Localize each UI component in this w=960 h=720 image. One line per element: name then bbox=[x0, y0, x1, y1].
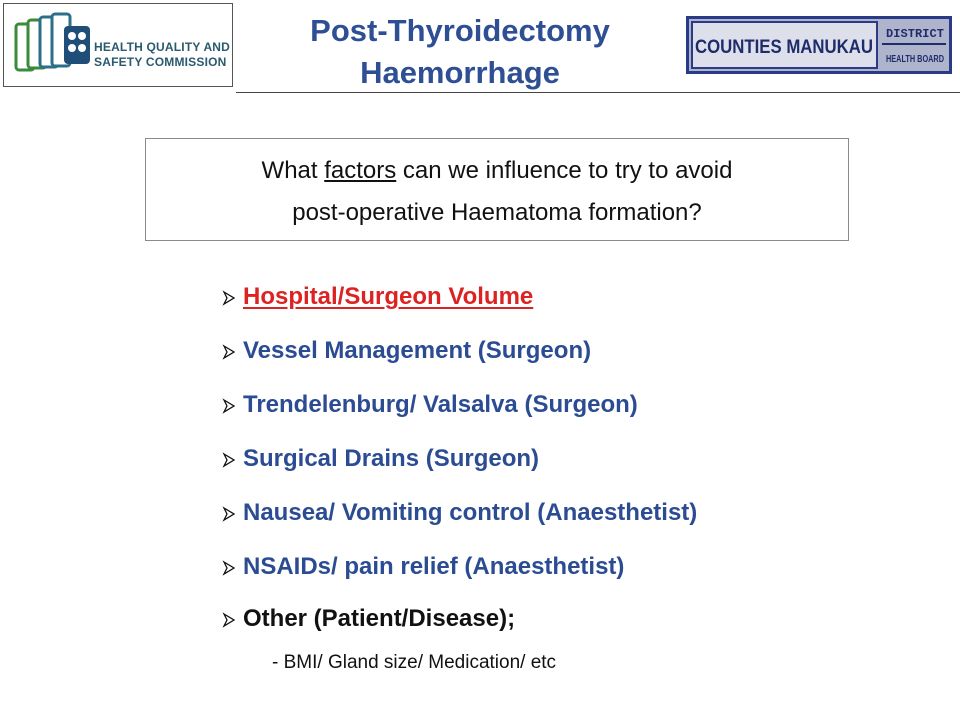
question-line2: post-operative Haematoma formation? bbox=[292, 199, 702, 226]
hqsc-logo-text bbox=[94, 40, 230, 70]
hqsc-line1: HEALTH QUALITY AND bbox=[94, 40, 231, 54]
cmdhb-logo-icon bbox=[686, 16, 952, 74]
hqsc-line2: SAFETY COMMISSION bbox=[94, 55, 227, 69]
hqsc-logo bbox=[3, 3, 233, 87]
header-divider bbox=[236, 92, 960, 93]
bullet-label: Trendelenburg/ Valsalva (Surgeon) bbox=[243, 391, 638, 418]
bullet-item bbox=[224, 553, 624, 581]
bullet-label: Nausea/ Vomiting control (Anaesthetist) bbox=[243, 499, 698, 526]
arrow-bullet-icon bbox=[224, 346, 234, 358]
cmdhb-district-text: DISTRICT bbox=[886, 27, 944, 41]
title-line1: Post-Thyroidectomy bbox=[310, 13, 610, 48]
arrow-bullet-icon bbox=[224, 562, 234, 574]
arrow-bullet-icon bbox=[224, 292, 234, 304]
bullet-label: Other (Patient/Disease); bbox=[243, 605, 516, 632]
arrow-bullet-icon bbox=[224, 508, 234, 520]
bullet-item bbox=[224, 445, 539, 473]
bullet-item bbox=[224, 391, 638, 419]
bullet-label: Hospital/Surgeon Volume bbox=[243, 283, 534, 310]
title-line2: Haemorrhage bbox=[360, 55, 560, 90]
bullet-item bbox=[224, 499, 697, 527]
question-emphasis: factors bbox=[324, 157, 397, 184]
arrow-bullet-icon bbox=[224, 454, 234, 466]
arrow-bullet-icon bbox=[224, 400, 234, 412]
question-box bbox=[145, 138, 849, 241]
bullet-label: NSAIDs/ pain relief (Anaesthetist) bbox=[243, 553, 625, 580]
cmdhb-board-text: HEALTH BOARD bbox=[886, 54, 944, 65]
sub-note: - BMI/ Gland size/ Medication/ etc bbox=[272, 652, 557, 673]
bullet-label: Surgical Drains (Surgeon) bbox=[243, 445, 540, 472]
bullet-label: Vessel Management (Surgeon) bbox=[243, 337, 592, 364]
question-line1 bbox=[146, 150, 848, 192]
hqsc-logo-icon bbox=[14, 12, 92, 78]
bullet-item bbox=[224, 337, 591, 365]
question-suffix: can we influence to try to avoid bbox=[396, 157, 733, 184]
arrow-bullet-icon bbox=[224, 614, 234, 626]
bullet-item bbox=[224, 605, 515, 633]
cmdhb-main-text: COUNTIES MANUKAU bbox=[695, 37, 873, 58]
bullet-item bbox=[224, 283, 533, 311]
page-title bbox=[240, 10, 680, 94]
question-prefix: What bbox=[261, 157, 325, 184]
